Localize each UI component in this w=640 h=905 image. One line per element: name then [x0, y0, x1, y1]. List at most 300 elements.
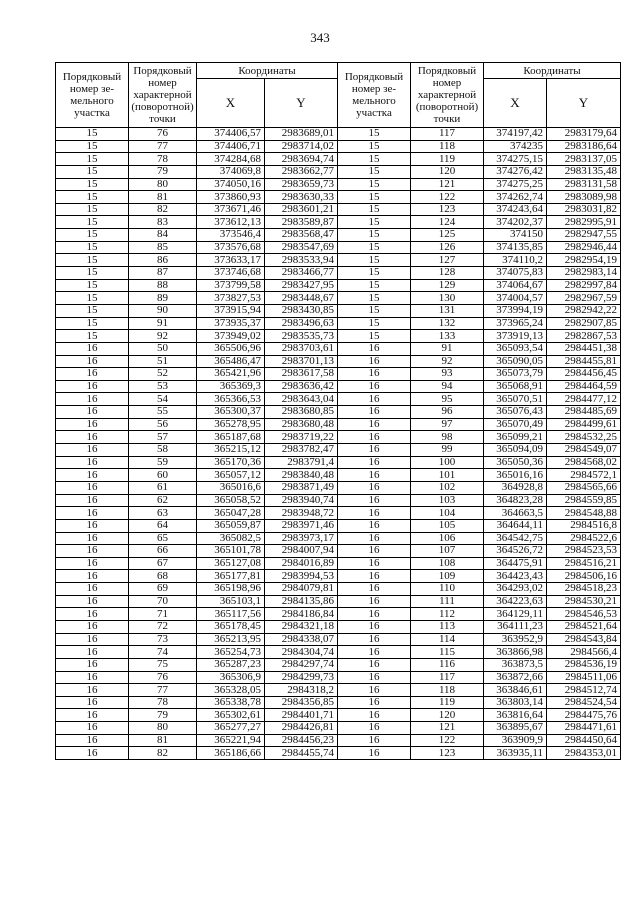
- plot-number-cell: 16: [338, 481, 411, 494]
- point-number-cell: 102: [411, 481, 484, 494]
- table-row: [56, 140, 621, 153]
- point-number-cell: 110: [411, 583, 484, 596]
- plot-number-cell: 16: [338, 342, 411, 355]
- plot-number-cell: 16: [338, 469, 411, 482]
- plot-number-cell: 16: [338, 494, 411, 507]
- plot-number-cell: 15: [338, 229, 411, 242]
- table-row: [56, 191, 621, 204]
- table-row: [56, 241, 621, 254]
- y-coordinate-cell: 2984524,54: [547, 696, 621, 709]
- y-coordinate-cell: 2984353,01: [547, 747, 621, 760]
- x-coordinate-cell: 365050,36: [484, 456, 547, 469]
- point-number-cell: 130: [411, 292, 484, 305]
- point-number-cell: 55: [129, 406, 197, 419]
- x-coordinate-cell: 373860,93: [197, 191, 265, 204]
- x-coordinate-cell: 363909,9: [484, 734, 547, 747]
- point-number-cell: 54: [129, 393, 197, 406]
- x-coordinate-cell: 365213,95: [197, 633, 265, 646]
- plot-number-cell: 16: [56, 583, 129, 596]
- table-row: [56, 545, 621, 558]
- point-number-cell: 78: [129, 696, 197, 709]
- table-row: [56, 229, 621, 242]
- x-coordinate-cell: 365177,81: [197, 570, 265, 583]
- plot-number-cell: 16: [56, 570, 129, 583]
- plot-number-cell: 16: [338, 431, 411, 444]
- header-point-number: Порядковый номер характерной (поворотной) точки: [411, 63, 484, 128]
- point-number-cell: 132: [411, 317, 484, 330]
- point-number-cell: 121: [411, 178, 484, 191]
- y-coordinate-cell: 2984499,61: [547, 418, 621, 431]
- table-row: [56, 254, 621, 267]
- y-coordinate-cell: 2983448,67: [265, 292, 338, 305]
- x-coordinate-cell: 365306,9: [197, 671, 265, 684]
- plot-number-cell: 16: [338, 734, 411, 747]
- table-row: [56, 671, 621, 684]
- x-coordinate-cell: 365338,78: [197, 696, 265, 709]
- table-row: [56, 696, 621, 709]
- y-coordinate-cell: 2984566,4: [547, 646, 621, 659]
- point-number-cell: 104: [411, 507, 484, 520]
- plot-number-cell: 16: [56, 393, 129, 406]
- x-coordinate-cell: 365187,68: [197, 431, 265, 444]
- point-number-cell: 57: [129, 431, 197, 444]
- x-coordinate-cell: 374275,15: [484, 153, 547, 166]
- x-coordinate-cell: 364928,8: [484, 481, 547, 494]
- table-body: [56, 128, 621, 760]
- plot-number-cell: 15: [338, 241, 411, 254]
- table-row: [56, 494, 621, 507]
- table-row: [56, 532, 621, 545]
- x-coordinate-cell: 365070,49: [484, 418, 547, 431]
- plot-number-cell: 16: [56, 532, 129, 545]
- y-coordinate-cell: 2982967,59: [547, 292, 621, 305]
- plot-number-cell: 16: [338, 380, 411, 393]
- point-number-cell: 92: [411, 355, 484, 368]
- plot-number-cell: 16: [56, 444, 129, 457]
- plot-number-cell: 16: [338, 646, 411, 659]
- x-coordinate-cell: 374075,83: [484, 267, 547, 280]
- plot-number-cell: 16: [338, 608, 411, 621]
- x-coordinate-cell: 374202,37: [484, 216, 547, 229]
- plot-number-cell: 15: [56, 267, 129, 280]
- y-coordinate-cell: 2984511,06: [547, 671, 621, 684]
- plot-number-cell: 16: [56, 519, 129, 532]
- x-coordinate-cell: 374276,42: [484, 165, 547, 178]
- table-row: [56, 330, 621, 343]
- y-coordinate-cell: 2982997,84: [547, 279, 621, 292]
- plot-number-cell: 16: [56, 342, 129, 355]
- point-number-cell: 118: [411, 684, 484, 697]
- x-coordinate-cell: 374069,8: [197, 165, 265, 178]
- plot-number-cell: 15: [338, 191, 411, 204]
- point-number-cell: 71: [129, 608, 197, 621]
- y-coordinate-cell: 2983589,87: [265, 216, 338, 229]
- x-coordinate-cell: 365186,66: [197, 747, 265, 760]
- point-number-cell: 87: [129, 267, 197, 280]
- y-coordinate-cell: 2982867,53: [547, 330, 621, 343]
- point-number-cell: 77: [129, 684, 197, 697]
- x-coordinate-cell: 363803,14: [484, 696, 547, 709]
- point-number-cell: 86: [129, 254, 197, 267]
- y-coordinate-cell: 2982942,22: [547, 304, 621, 317]
- plot-number-cell: 16: [56, 481, 129, 494]
- plot-number-cell: 16: [338, 532, 411, 545]
- plot-number-cell: 16: [56, 507, 129, 520]
- plot-number-cell: 15: [56, 203, 129, 216]
- y-coordinate-cell: 2983662,77: [265, 165, 338, 178]
- y-coordinate-cell: 2984512,74: [547, 684, 621, 697]
- x-coordinate-cell: 374275,25: [484, 178, 547, 191]
- table-row: [56, 456, 621, 469]
- point-number-cell: 79: [129, 709, 197, 722]
- plot-number-cell: 16: [338, 557, 411, 570]
- y-coordinate-cell: 2983971,46: [265, 519, 338, 532]
- plot-number-cell: 15: [56, 254, 129, 267]
- point-number-cell: 85: [129, 241, 197, 254]
- plot-number-cell: 16: [56, 646, 129, 659]
- point-number-cell: 106: [411, 532, 484, 545]
- plot-number-cell: 16: [56, 380, 129, 393]
- point-number-cell: 96: [411, 406, 484, 419]
- y-coordinate-cell: 2984568,02: [547, 456, 621, 469]
- y-coordinate-cell: 2984338,07: [265, 633, 338, 646]
- header-y: Y: [547, 79, 621, 128]
- x-coordinate-cell: 373919,13: [484, 330, 547, 343]
- plot-number-cell: 16: [56, 747, 129, 760]
- y-coordinate-cell: 2983643,04: [265, 393, 338, 406]
- x-coordinate-cell: 364526,72: [484, 545, 547, 558]
- point-number-cell: 62: [129, 494, 197, 507]
- plot-number-cell: 15: [338, 317, 411, 330]
- y-coordinate-cell: 2984516,8: [547, 519, 621, 532]
- table-row: [56, 128, 621, 141]
- x-coordinate-cell: 365016,6: [197, 481, 265, 494]
- y-coordinate-cell: 2984135,86: [265, 595, 338, 608]
- point-number-cell: 123: [411, 203, 484, 216]
- x-coordinate-cell: 373612,13: [197, 216, 265, 229]
- point-number-cell: 59: [129, 456, 197, 469]
- table-row: [56, 469, 621, 482]
- y-coordinate-cell: 2984299,73: [265, 671, 338, 684]
- point-number-cell: 103: [411, 494, 484, 507]
- plot-number-cell: 16: [56, 557, 129, 570]
- plot-number-cell: 16: [338, 507, 411, 520]
- x-coordinate-cell: 374150: [484, 229, 547, 242]
- point-number-cell: 66: [129, 545, 197, 558]
- x-coordinate-cell: 365047,28: [197, 507, 265, 520]
- x-coordinate-cell: 363895,67: [484, 722, 547, 735]
- table-row: [56, 519, 621, 532]
- y-coordinate-cell: 2984401,71: [265, 709, 338, 722]
- plot-number-cell: 15: [338, 153, 411, 166]
- table-row: [56, 165, 621, 178]
- point-number-cell: 95: [411, 393, 484, 406]
- plot-number-cell: 16: [338, 722, 411, 735]
- y-coordinate-cell: 2984455,74: [265, 747, 338, 760]
- y-coordinate-cell: 2983496,63: [265, 317, 338, 330]
- y-coordinate-cell: 2984318,2: [265, 684, 338, 697]
- point-number-cell: 90: [129, 304, 197, 317]
- point-number-cell: 126: [411, 241, 484, 254]
- point-number-cell: 118: [411, 140, 484, 153]
- point-number-cell: 123: [411, 747, 484, 760]
- y-coordinate-cell: 2984451,38: [547, 342, 621, 355]
- y-coordinate-cell: 2984450,64: [547, 734, 621, 747]
- x-coordinate-cell: 365090,05: [484, 355, 547, 368]
- x-coordinate-cell: 363935,11: [484, 747, 547, 760]
- x-coordinate-cell: 374406,71: [197, 140, 265, 153]
- point-number-cell: 68: [129, 570, 197, 583]
- plot-number-cell: 16: [56, 469, 129, 482]
- point-number-cell: 112: [411, 608, 484, 621]
- y-coordinate-cell: 2984565,66: [547, 481, 621, 494]
- plot-number-cell: 16: [56, 494, 129, 507]
- plot-number-cell: 16: [338, 595, 411, 608]
- y-coordinate-cell: 2983680,85: [265, 406, 338, 419]
- y-coordinate-cell: 2983791,4: [265, 456, 338, 469]
- header-plot-number: Порядковый номер зе-мельного участка: [56, 63, 129, 128]
- x-coordinate-cell: 365059,87: [197, 519, 265, 532]
- table-row: [56, 722, 621, 735]
- plot-number-cell: 15: [338, 203, 411, 216]
- y-coordinate-cell: 2983186,64: [547, 140, 621, 153]
- page-number: 343: [310, 30, 330, 45]
- x-coordinate-cell: 365057,12: [197, 469, 265, 482]
- point-number-cell: 74: [129, 646, 197, 659]
- y-coordinate-cell: 2984543,84: [547, 633, 621, 646]
- y-coordinate-cell: 2983568,47: [265, 229, 338, 242]
- y-coordinate-cell: 2984186,84: [265, 608, 338, 621]
- point-number-cell: 116: [411, 658, 484, 671]
- y-coordinate-cell: 2983135,48: [547, 165, 621, 178]
- plot-number-cell: 16: [56, 406, 129, 419]
- y-coordinate-cell: 2983131,58: [547, 178, 621, 191]
- table-row: [56, 216, 621, 229]
- x-coordinate-cell: 373949,02: [197, 330, 265, 343]
- y-coordinate-cell: 2983694,74: [265, 153, 338, 166]
- plot-number-cell: 15: [56, 191, 129, 204]
- point-number-cell: 84: [129, 229, 197, 242]
- plot-number-cell: 16: [338, 519, 411, 532]
- x-coordinate-cell: 365277,27: [197, 722, 265, 735]
- y-coordinate-cell: 2984485,69: [547, 406, 621, 419]
- y-coordinate-cell: 2983466,77: [265, 267, 338, 280]
- x-coordinate-cell: 365101,78: [197, 545, 265, 558]
- table-row: [56, 608, 621, 621]
- x-coordinate-cell: 363846,61: [484, 684, 547, 697]
- y-coordinate-cell: 2983701,13: [265, 355, 338, 368]
- point-number-cell: 124: [411, 216, 484, 229]
- table-row: [56, 418, 621, 431]
- y-coordinate-cell: 2983948,72: [265, 507, 338, 520]
- x-coordinate-cell: 374284,68: [197, 153, 265, 166]
- y-coordinate-cell: 2982947,55: [547, 229, 621, 242]
- point-number-cell: 114: [411, 633, 484, 646]
- y-coordinate-cell: 2984471,61: [547, 722, 621, 735]
- table-row: [56, 292, 621, 305]
- point-number-cell: 56: [129, 418, 197, 431]
- y-coordinate-cell: 2983547,69: [265, 241, 338, 254]
- header-x: X: [484, 79, 547, 128]
- plot-number-cell: 15: [338, 267, 411, 280]
- point-number-cell: 92: [129, 330, 197, 343]
- point-number-cell: 121: [411, 722, 484, 735]
- table-row: [56, 684, 621, 697]
- x-coordinate-cell: 363866,98: [484, 646, 547, 659]
- plot-number-cell: 16: [56, 684, 129, 697]
- x-coordinate-cell: 365366,53: [197, 393, 265, 406]
- y-coordinate-cell: 2984536,19: [547, 658, 621, 671]
- y-coordinate-cell: 2983137,05: [547, 153, 621, 166]
- plot-number-cell: 16: [338, 684, 411, 697]
- plot-number-cell: 16: [56, 722, 129, 735]
- x-coordinate-cell: 363872,66: [484, 671, 547, 684]
- x-coordinate-cell: 374050,16: [197, 178, 265, 191]
- table-row: [56, 709, 621, 722]
- x-coordinate-cell: 373994,19: [484, 304, 547, 317]
- point-number-cell: 76: [129, 671, 197, 684]
- plot-number-cell: 16: [338, 570, 411, 583]
- plot-number-cell: 15: [56, 216, 129, 229]
- y-coordinate-cell: 2983179,64: [547, 128, 621, 141]
- y-coordinate-cell: 2983782,47: [265, 444, 338, 457]
- y-coordinate-cell: 2984475,76: [547, 709, 621, 722]
- x-coordinate-cell: 365058,52: [197, 494, 265, 507]
- plot-number-cell: 15: [56, 317, 129, 330]
- y-coordinate-cell: 2984559,85: [547, 494, 621, 507]
- x-coordinate-cell: 365198,96: [197, 583, 265, 596]
- plot-number-cell: 15: [56, 140, 129, 153]
- x-coordinate-cell: 363816,64: [484, 709, 547, 722]
- point-number-cell: 65: [129, 532, 197, 545]
- point-number-cell: 82: [129, 747, 197, 760]
- x-coordinate-cell: 365486,47: [197, 355, 265, 368]
- plot-number-cell: 16: [338, 545, 411, 558]
- x-coordinate-cell: 373799,58: [197, 279, 265, 292]
- point-number-cell: 109: [411, 570, 484, 583]
- header-point-number: Порядковый номер характерной (поворотной) точки: [129, 63, 197, 128]
- x-coordinate-cell: 365094,09: [484, 444, 547, 457]
- y-coordinate-cell: 2983994,53: [265, 570, 338, 583]
- point-number-cell: 78: [129, 153, 197, 166]
- point-number-cell: 125: [411, 229, 484, 242]
- y-coordinate-cell: 2983973,17: [265, 532, 338, 545]
- table-row: [56, 431, 621, 444]
- x-coordinate-cell: 364293,02: [484, 583, 547, 596]
- header-coordinates: Координаты: [484, 63, 621, 79]
- y-coordinate-cell: 2982995,91: [547, 216, 621, 229]
- y-coordinate-cell: 2982946,44: [547, 241, 621, 254]
- plot-number-cell: 15: [56, 292, 129, 305]
- x-coordinate-cell: 363952,9: [484, 633, 547, 646]
- plot-number-cell: 16: [338, 393, 411, 406]
- point-number-cell: 101: [411, 469, 484, 482]
- table-row: [56, 279, 621, 292]
- point-number-cell: 58: [129, 444, 197, 457]
- point-number-cell: 128: [411, 267, 484, 280]
- y-coordinate-cell: 2984523,53: [547, 545, 621, 558]
- y-coordinate-cell: 2984532,25: [547, 431, 621, 444]
- point-number-cell: 64: [129, 519, 197, 532]
- point-number-cell: 108: [411, 557, 484, 570]
- point-number-cell: 91: [411, 342, 484, 355]
- point-number-cell: 98: [411, 431, 484, 444]
- y-coordinate-cell: 2984456,23: [265, 734, 338, 747]
- point-number-cell: 120: [411, 165, 484, 178]
- point-number-cell: 120: [411, 709, 484, 722]
- y-coordinate-cell: 2983659,73: [265, 178, 338, 191]
- x-coordinate-cell: 365117,56: [197, 608, 265, 621]
- x-coordinate-cell: 365421,96: [197, 368, 265, 381]
- x-coordinate-cell: 365076,43: [484, 406, 547, 419]
- y-coordinate-cell: 2983031,82: [547, 203, 621, 216]
- x-coordinate-cell: 373915,94: [197, 304, 265, 317]
- coordinates-table: [55, 62, 621, 760]
- x-coordinate-cell: 374135,85: [484, 241, 547, 254]
- x-coordinate-cell: 365215,12: [197, 444, 265, 457]
- x-coordinate-cell: 365082,5: [197, 532, 265, 545]
- plot-number-cell: 16: [56, 456, 129, 469]
- plot-number-cell: 15: [338, 178, 411, 191]
- y-coordinate-cell: 2983636,42: [265, 380, 338, 393]
- plot-number-cell: 16: [338, 368, 411, 381]
- y-coordinate-cell: 2984007,94: [265, 545, 338, 558]
- x-coordinate-cell: 363873,5: [484, 658, 547, 671]
- header-coordinates: Координаты: [197, 63, 338, 79]
- plot-number-cell: 15: [56, 229, 129, 242]
- y-coordinate-cell: 2984455,81: [547, 355, 621, 368]
- x-coordinate-cell: 365300,37: [197, 406, 265, 419]
- table-row: [56, 620, 621, 633]
- y-coordinate-cell: 2982983,14: [547, 267, 621, 280]
- y-coordinate-cell: 2983430,85: [265, 304, 338, 317]
- plot-number-cell: 15: [56, 178, 129, 191]
- point-number-cell: 73: [129, 633, 197, 646]
- point-number-cell: 99: [411, 444, 484, 457]
- point-number-cell: 122: [411, 191, 484, 204]
- y-coordinate-cell: 2984297,74: [265, 658, 338, 671]
- plot-number-cell: 16: [338, 620, 411, 633]
- point-number-cell: 89: [129, 292, 197, 305]
- table-row: [56, 481, 621, 494]
- point-number-cell: 76: [129, 128, 197, 141]
- y-coordinate-cell: 2983703,61: [265, 342, 338, 355]
- x-coordinate-cell: 365093,54: [484, 342, 547, 355]
- y-coordinate-cell: 2982954,19: [547, 254, 621, 267]
- table-row: [56, 734, 621, 747]
- y-coordinate-cell: 2983427,95: [265, 279, 338, 292]
- header-plot-number: Порядковый номер зе-мельного участка: [338, 63, 411, 128]
- plot-number-cell: 16: [56, 620, 129, 633]
- plot-number-cell: 16: [338, 418, 411, 431]
- plot-number-cell: 15: [338, 304, 411, 317]
- x-coordinate-cell: 365278,95: [197, 418, 265, 431]
- table-row: [56, 658, 621, 671]
- plot-number-cell: 15: [56, 153, 129, 166]
- x-coordinate-cell: 364475,91: [484, 557, 547, 570]
- point-number-cell: 69: [129, 583, 197, 596]
- table-row: [56, 633, 621, 646]
- x-coordinate-cell: 365221,94: [197, 734, 265, 747]
- point-number-cell: 52: [129, 368, 197, 381]
- x-coordinate-cell: 373633,17: [197, 254, 265, 267]
- y-coordinate-cell: 2984456,45: [547, 368, 621, 381]
- point-number-cell: 63: [129, 507, 197, 520]
- point-number-cell: 100: [411, 456, 484, 469]
- point-number-cell: 91: [129, 317, 197, 330]
- plot-number-cell: 16: [56, 658, 129, 671]
- table-row: [56, 583, 621, 596]
